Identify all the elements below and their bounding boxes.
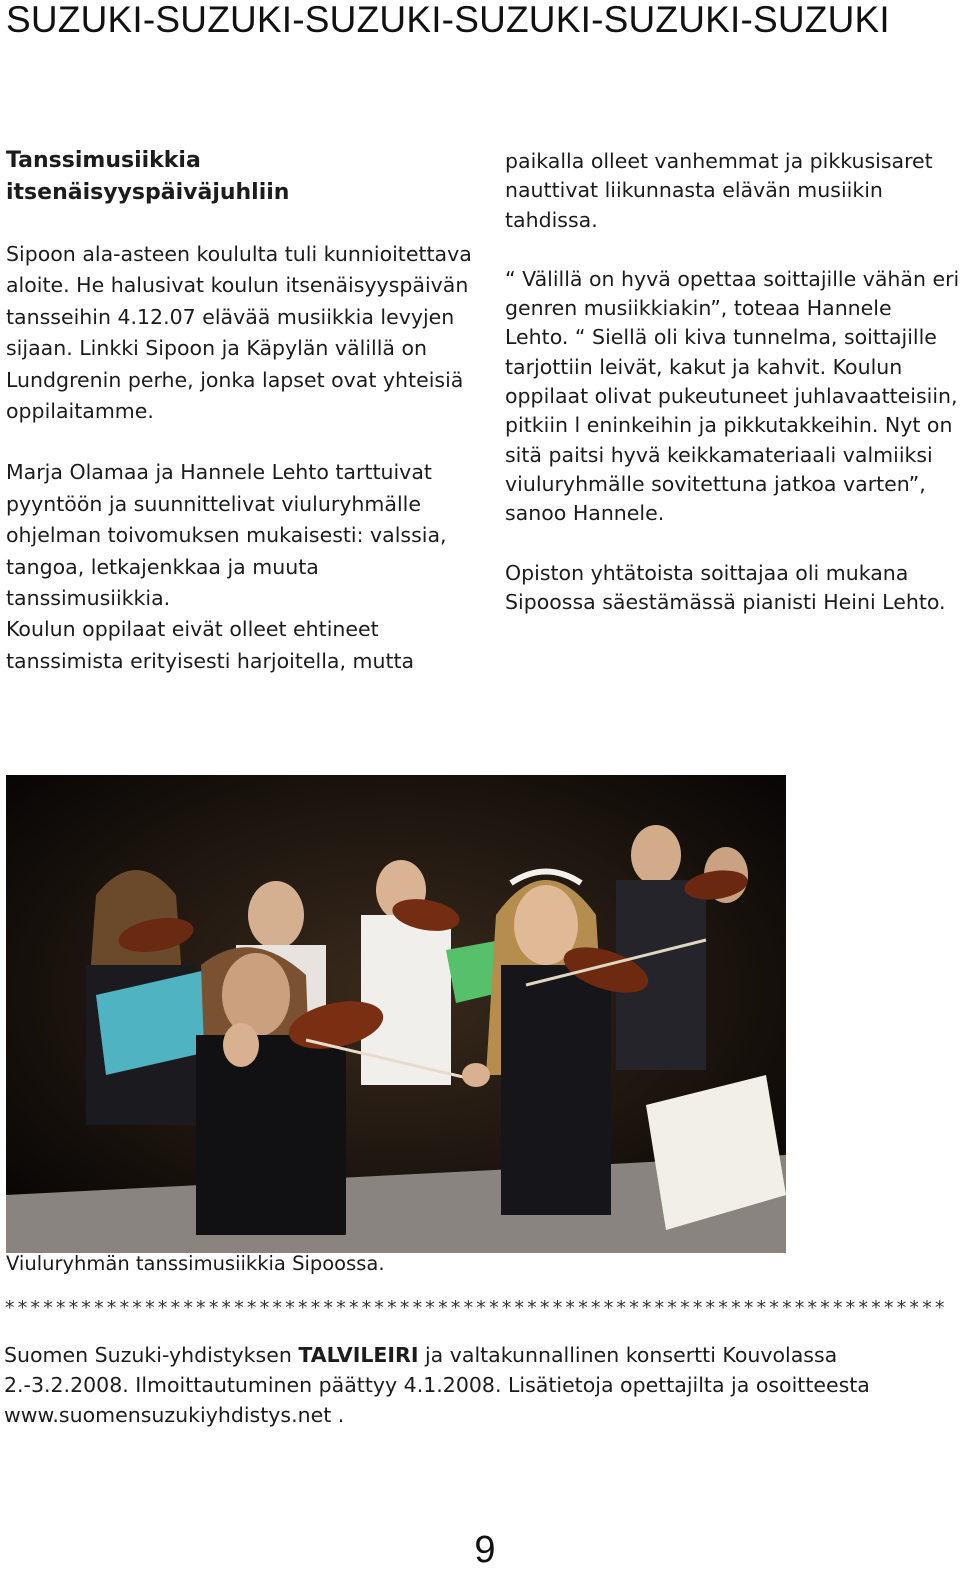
article-paragraph-quote: “ Välillä on hyvä opettaa soittajille vähän eri genren musiikkiakin”, toteaa Hannele Lehto. “ Siellä oli kiva tunnelma, soittajille tarjottiin leivät, kakut ja kahvit. Koulun oppilaat olivat pukeutuneet juhlavaatteisiin, pitkiin l eninkeihin ja pikkutakkeihin. Nyt on sitä paitsi hyvä keikkamateriaali valmiiksi viuluryhmälle sovitettuna jatkoa varten”, sanoo Hannele. [505, 266, 960, 526]
winter-camp-notice [4, 1340, 954, 1430]
article-left-column [6, 145, 476, 677]
violin-group-photo [6, 775, 786, 1253]
page-number: 9 [474, 1529, 496, 1571]
article-paragraph-program: Marja Olamaa ja Hannele Lehto tarttuivat pyyntöön ja suunnittelivat viuluryhmälle ohjelman toivomuksen mukaisesti: valssia, tangoa, letkajenkkaa ja muuta tanssimusiikkia. [6, 460, 447, 611]
page-header-title: SUZUKI-SUZUKI-SUZUKI-SUZUKI-SUZUKI-SUZUKI [6, 0, 890, 40]
notice-highlight: TALVILEIRI [298, 1343, 419, 1367]
article-headline-line-2: itsenäisyyspäiväjuhliin [6, 180, 290, 205]
article-paragraph-parents: paikalla olleet vanhemmat ja pikkusisaret nauttivat liikunnasta elävän musiikin tahdissa. [505, 149, 933, 232]
article-right-column [505, 147, 960, 617]
article-headline-line-1: Tanssimusiikkia [6, 148, 201, 173]
notice-suffix: ja valtakunnallinen konsertti Kouvolassa 2.-3.2.2008. Ilmoittautuminen päättyy 4.1.2008. Lisätietoja opettajilta ja osoitteesta www.suomensuzukiyhdistys.net . [4, 1343, 870, 1427]
notice-prefix: Suomen Suzuki-yhdistyksen [4, 1343, 299, 1367]
article-paragraph-intro: Sipoon ala-asteen koululta tuli kunnioitettava aloite. He halusivat koulun itsenäisyyspäivän tansseihin 4.12.07 elävää musiikkia levyjen sijaan. Linkki Sipoon ja Käpylän välillä on Lundgrenin perhe, jonka lapset ovat yhteisiä oppilaitamme. [6, 242, 472, 424]
photo-caption: Viuluryhmän tanssimusiikkia Sipoossa. [6, 1252, 385, 1275]
asterisk-separator: ************************************************************************** [4, 1297, 947, 1319]
article-paragraph-dancing: Koulun oppilaat eivät olleet ehtineet tanssimista erityisesti harjoitella, mutta [6, 617, 415, 673]
article-paragraph-players: Opiston yhtätoista soittajaa oli mukana Sipoossa säestämässä pianisti Heini Lehto. [505, 560, 946, 614]
